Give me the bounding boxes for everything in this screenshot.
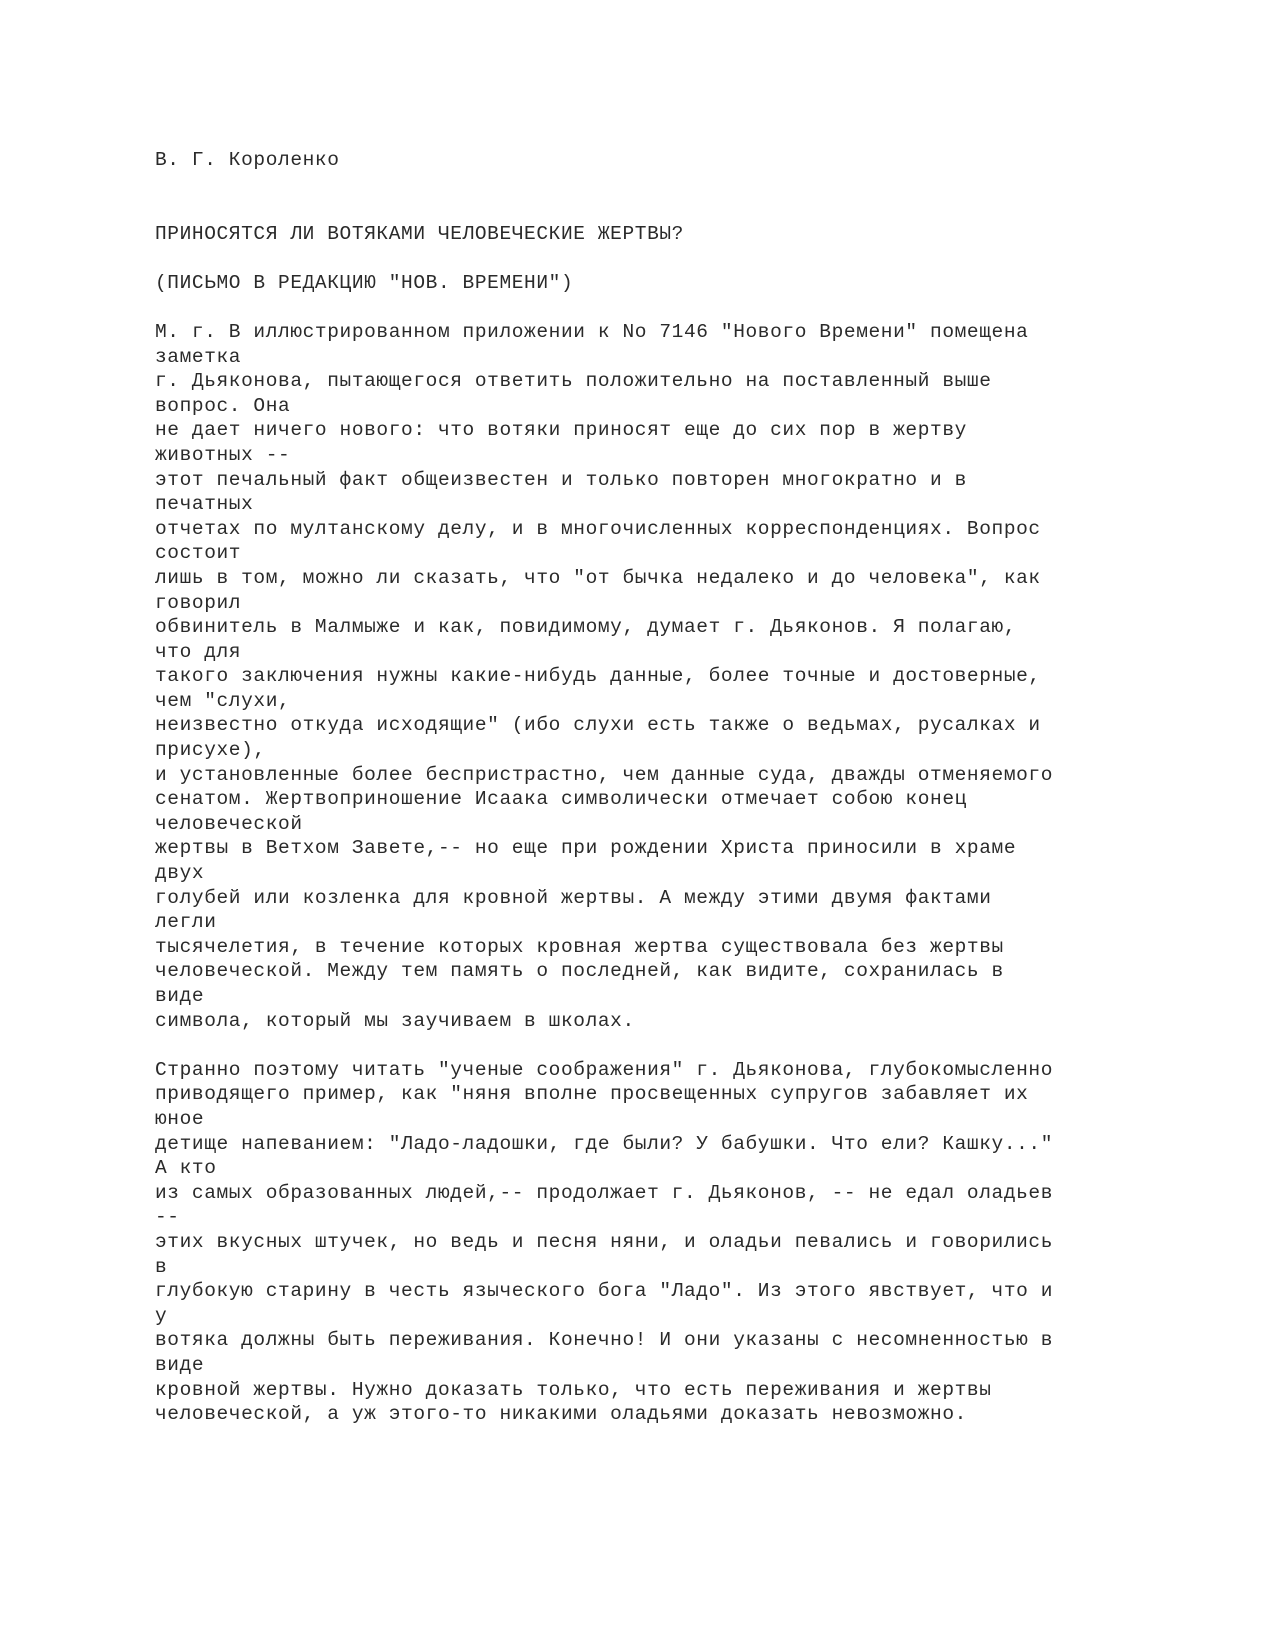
text-line: и установленные более беспристрастно, чем данные суда, дважды отменяемого — [155, 763, 1054, 786]
text-line: такого заключения нужны какие-нибудь данные, более точные и достоверные, — [155, 665, 1041, 688]
text-line: детище напеванием: "Ладо-ладошки, где были? У бабушки. Что ели? Кашку..." — [155, 1132, 1054, 1155]
text-line: неизвестно откуда исходящие" (ибо слухи есть также о ведьмах, русалках и — [155, 714, 1041, 737]
text-line: что для — [155, 640, 242, 663]
text-line: чем "слухи, — [155, 689, 291, 712]
text-line: символа, который мы заучиваем в школах. — [155, 1009, 635, 1032]
author-line: В. Г. Короленко — [155, 149, 340, 171]
text-line: у — [155, 1304, 168, 1327]
text-line: присухе), — [155, 739, 266, 762]
text-line: вотяка должны быть переживания. Конечно! И они указаны с несомненностью в — [155, 1329, 1054, 1352]
text-line: -- — [155, 1206, 180, 1229]
spacer — [155, 1033, 1155, 1058]
text-line: печатных — [155, 493, 254, 516]
text-line: А кто — [155, 1157, 217, 1180]
text-line: обвинитель в Малмыже и как, повидимому, думает г. Дьяконов. Я полагаю, — [155, 616, 1017, 639]
text-line: этих вкусных штучек, но ведь и песня няни, и оладьи певались и говорились — [155, 1230, 1054, 1253]
text-line: человеческой — [155, 812, 303, 835]
text-line: человеческой. Между тем память о последней, как видите, сохранилась в — [155, 960, 1004, 983]
text-line: из самых образованных людей,-- продолжает г. Дьяконов, -- не едал оладьев — [155, 1181, 1054, 1204]
text-line: говорил — [155, 591, 242, 614]
text-line: г. Дьяконова, пытающегося ответить положительно на поставленный выше — [155, 370, 992, 393]
text-line: двух — [155, 862, 205, 885]
text-line: заметка — [155, 345, 242, 368]
text-line: сенатом. Жертвоприношение Исаака символически отмечает собою конец — [155, 788, 967, 811]
spacer — [155, 295, 1155, 320]
text-line: вопрос. Она — [155, 394, 291, 417]
text-line: животных -- — [155, 443, 291, 466]
text-line: приводящего пример, как "няня вполне просвещенных супругов забавляет их — [155, 1083, 1029, 1106]
text-line: голубей или козленка для кровной жертвы. А между этими двумя фактами — [155, 886, 992, 909]
text-line: в — [155, 1255, 168, 1278]
text-line: тысячелетия, в течение которых кровная жертва существовала без жертвы — [155, 935, 1004, 958]
text-line: виде — [155, 1353, 205, 1376]
paragraph-1 — [155, 320, 1155, 1033]
text-line: не дает ничего нового: что вотяки приносят еще до сих пор в жертву — [155, 419, 967, 442]
text-line: лишь в том, можно ли сказать, что "от бычка недалеко и до человека", как — [155, 566, 1041, 589]
text-line: кровной жертвы. Нужно доказать только, что есть переживания и жертвы — [155, 1378, 992, 1401]
text-line: жертвы в Ветхом Завете,-- но еще при рождении Христа приносили в храме — [155, 837, 1017, 860]
text-line: юное — [155, 1107, 205, 1130]
paragraph-2 — [155, 1058, 1155, 1427]
text-line: глубокую старину в честь языческого бога "Ладо". Из этого явствует, что и — [155, 1280, 1054, 1303]
document-title: ПРИНОСЯТСЯ ЛИ ВОТЯКАМИ ЧЕЛОВЕЧЕСКИЕ ЖЕРТВЫ? — [155, 222, 684, 245]
document-subtitle: (ПИСЬМО В РЕДАКЦИЮ "НОВ. ВРЕМЕНИ") — [155, 271, 574, 294]
spacer — [155, 173, 1155, 222]
document-page — [155, 148, 1155, 1427]
spacer — [155, 246, 1155, 271]
text-line: М. г. В иллюстрированном приложении к No 7146 "Нового Времени" помещена — [155, 320, 1029, 343]
text-line: этот печальный факт общеизвестен и только повторен многократно и в — [155, 468, 967, 491]
text-line: человеческой, а уж этого-то никакими оладьями доказать невозможно. — [155, 1403, 967, 1426]
text-line: отчетах по мултанскому делу, и в многочисленных корреспонденциях. Вопрос — [155, 517, 1041, 540]
text-line: состоит — [155, 542, 242, 565]
text-line: виде — [155, 985, 205, 1007]
text-line: Странно поэтому читать "ученые соображения" г. Дьяконова, глубокомысленно — [155, 1058, 1054, 1081]
text-line: легли — [155, 911, 217, 934]
